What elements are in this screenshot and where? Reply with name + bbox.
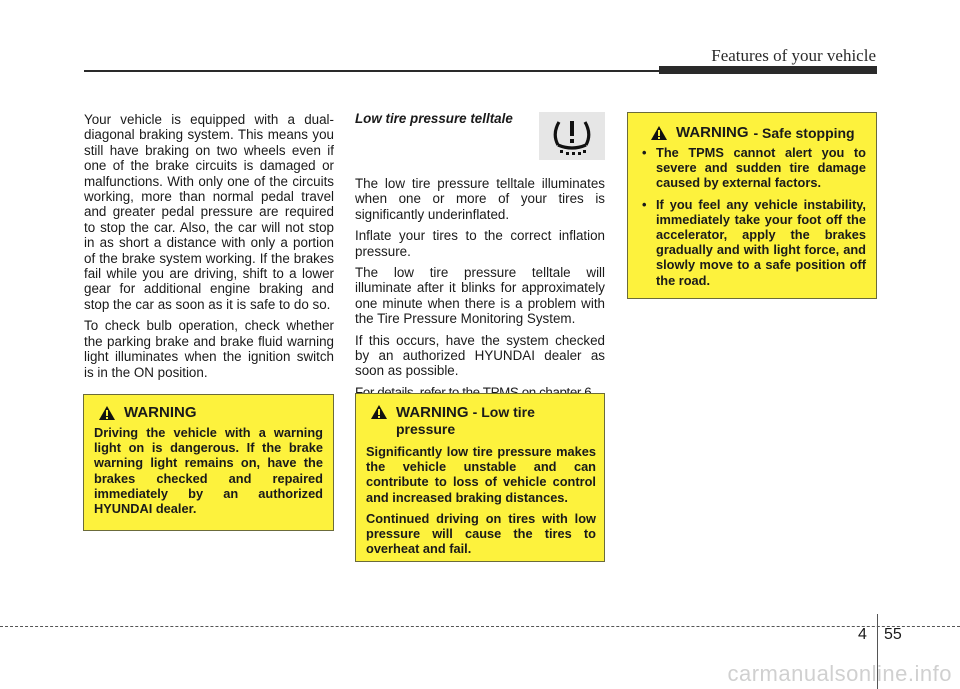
warning-box-safe-stopping [627,112,877,299]
warning-tire-body-2: Continued driving on tires with low pressure will cause the tires to overheat and fail. [366,510,596,557]
warning-title: WARNING - Low tire pressure [370,404,596,438]
brake-paragraph-1: Your vehicle is equipped with a dual-diagonal braking system. This means you still have braking on two wheels even if one of the brake circuits is damaged or malfunctions. With only one of the circuits working, more than normal pedal travel and greater pedal pressure are required to stop the car. Also, the car will not stop in as short a distance with only a portion of the brake system working. If the brakes fail while you are driving, shift to a lower gear for additional engine braking and stop the car as soon as it is safe to do so. [84,112,334,312]
list-item: • The TPMS cannot alert you to severe and sudden tire damage caused by external factors. [638,145,866,191]
header-bar [659,66,877,74]
warning-tire-body-1: Significantly low tire pressure makes the vehicle unstable and can contribute to loss of vehicle control and increased braking distances. [366,444,596,505]
warning-title: WARNING [98,405,323,421]
brake-paragraph-2: To check bulb operation, check whether the parking brake and brake fluid warning light illuminates when the ignition switch is in the ON position. [84,318,334,380]
warning-brake-body: Driving the vehicle with a warning light on is dangerous. If the brake warning light remains on, have the brakes checked and repaired immediately by an authorized HYUNDAI dealer. [94,425,323,517]
tire-paragraph-3: The low tire pressure telltale will illuminate after it blinks for approximately one minute when there is a problem with the Tire Pressure Monitoring System. [355,265,605,327]
warning-box-brake [83,394,334,531]
low-tire-text [355,176,605,406]
low-tire-subhead: Low tire pressure telltale [355,111,513,126]
tire-paragraph-4: If this occurs, have the system checked by an authorized HYUNDAI dealer as soon as possible. [355,332,605,379]
brake-system-text [84,112,334,386]
footer-rule [0,626,960,627]
tire-paragraph-2: Inflate your tires to the correct inflation pressure. [355,228,605,259]
watermark: carmanualsonline.info [727,661,952,686]
warning-triangle-icon [98,405,116,421]
tpms-telltale-icon [539,112,605,160]
section-title: Features of your vehicle [711,46,876,65]
list-item: • If you feel any vehicle instability, immediately take your foot off the accelerator, apply the brakes gradually and with light force, and slowly move to a safe position off the road. [638,197,866,288]
chapter-number: 4 [858,626,867,643]
header-rule [84,70,659,72]
warning-box-low-tire [355,393,605,562]
warning-triangle-icon [370,404,388,420]
tire-paragraph-1: The low tire pressure telltale illuminates when one or more of your tires is significantly underinflated. [355,176,605,222]
warning-title: WARNING - Safe stopping [650,125,866,141]
page-number: 55 [884,626,902,643]
warning-triangle-icon [650,125,668,141]
safe-stopping-list [638,145,866,288]
